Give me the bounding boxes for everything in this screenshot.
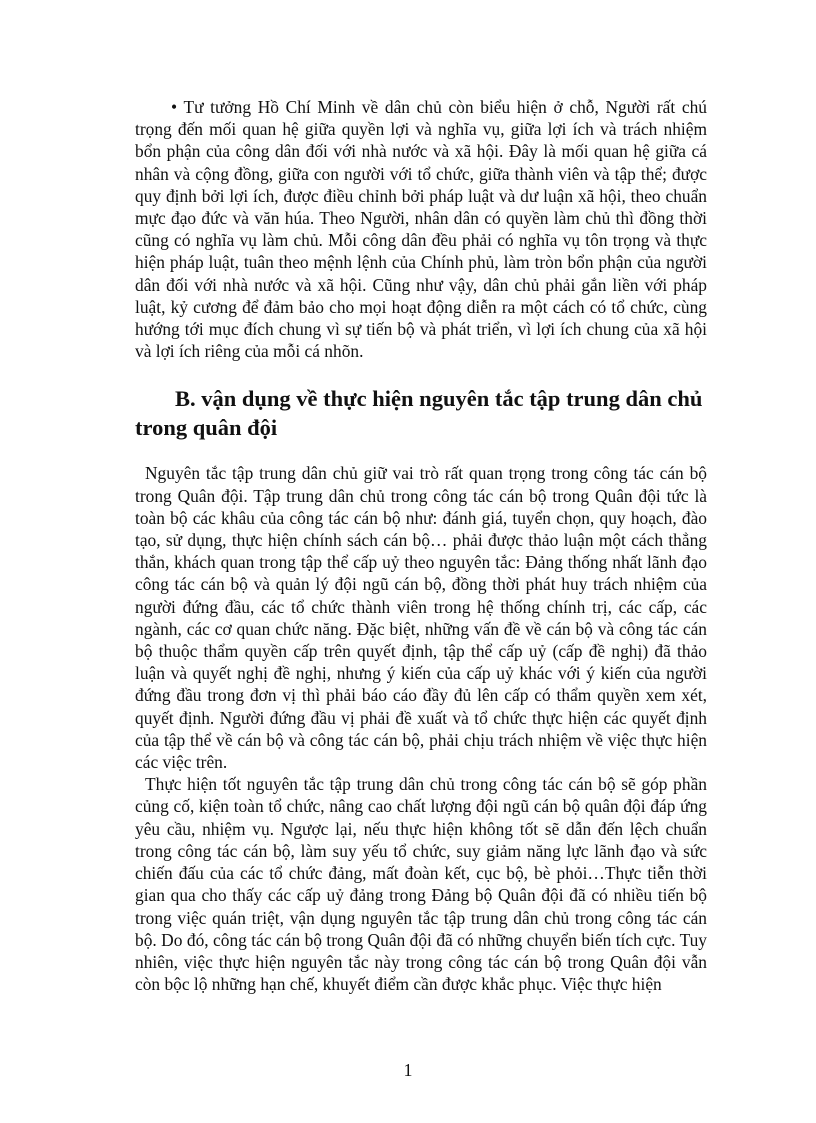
section-heading: B. vận dụng về thực hiện nguyên tắc tập trung dân chủ trong quân đội (135, 386, 703, 441)
paragraph-democratic-centralism: Nguyên tắc tập trung dân chủ giữ vai trò rất quan trọng trong công tác cán bộ trong Quân đội. Tập trung dân chủ trong công tác cán bộ trong Quân đội tức là toàn bộ các khâu của công tác cán bộ như: đánh giá, tuyển chọn, quy hoạch, đào tạo, sử dụng, thực hiện chính sách cán bộ… phải được thảo luận một cách thẳng thắn, khách quan trong tập thể cấp uỷ theo nguyên tắc: Đảng thống nhất lãnh đạo công tác cán bộ và quản lý đội ngũ cán bộ, đồng thời phát huy trách nhiệm của người đứng đầu, các tổ chức thành viên trong hệ thống chính trị, các cấp, các ngành, các cơ quan chức năng. Đặc biệt, những vấn đề về cán bộ và công tác cán bộ thuộc thẩm quyền cấp trên quyết định, tập thể cấp uỷ (cấp đề nghị) đã thảo luận và quyết nghị đề nghị, nhưng ý kiến của cấp uỷ khác với ý kiến của người đứng đầu trong đơn vị thì phải báo cáo đầy đủ lên cấp có thẩm quyền xem xét, quyết định. Người đứng đầu vị phải đề xuất và tổ chức thực hiện các quyết định của tập thể về cán bộ và công tác cán bộ, phải chịu trách nhiệm về việc thực hiện các việc trên. (135, 463, 707, 773)
paragraph-ho-chi-minh-democracy: • Tư tưởng Hồ Chí Minh về dân chủ còn biểu hiện ở chỗ, Người rất chú trọng đến mối quan hệ giữa quyền lợi và nghĩa vụ, giữa lợi ích và trách nhiệm bổn phận của công dân đối với nhà nước và xã hội. Đây là mối quan hệ giữa cá nhân và cộng đồng, giữa con người với tổ chức, giữa thành viên và tập thể; được quy định bởi lợi ích, được điều chỉnh bởi pháp luật và dư luận xã hội, theo chuẩn mực đạo đức và văn húa. Theo Người, nhân dân có quyền làm chủ thì đồng thời cũng có nghĩa vụ làm chủ. Mỗi công dân đều phải có nghĩa vụ tôn trọng và thực hiện pháp luật, tuân theo mệnh lệnh của Chính phủ, làm tròn bổn phận của người dân đối với nhà nước và xã hội. Cũng như vậy, dân chủ phải gắn liền với pháp luật, kỷ cương để đảm bảo cho mọi hoạt động diễn ra một cách có tổ chức, cùng hướng tới mục đích chung vì sự tiến bộ và phát triển, vì lợi ích chung của xã hội và lợi ích riêng của mỗi cá nhõn. (135, 97, 707, 362)
page-number: 1 (403, 1060, 413, 1080)
paragraph-implementation: Thực hiện tốt nguyên tắc tập trung dân chủ trong công tác cán bộ sẽ góp phần củng cố, kiện toàn tổ chức, nâng cao chất lượng đội ngũ cán bộ quân đội đáp ứng yêu cầu, nhiệm vụ. Ngược lại, nếu thực hiện không tốt sẽ dẫn đến lệch chuẩn trong công tác cán bộ, làm suy yếu tổ chức, suy giảm năng lực lãnh đạo và sức chiến đấu của các tổ chức đảng, mất đoàn kết, cục bộ, bè phỏi…Thực tiễn thời gian qua cho thấy các cấp uỷ đảng trong Đảng bộ Quân đội đã có nhiều tiến bộ trong việc quán triệt, vận dụng nguyên tắc tập trung dân chủ trong công tác cán bộ. Do đó, công tác cán bộ trong Quân đội đã có những chuyển biến tích cực. Tuy nhiên, việc thực hiện nguyên tắc này trong công tác cán bộ trong Quân đội vẫn còn bộc lộ những hạn chế, khuyết điểm cần được khắc phục. Việc thực hiện (135, 774, 707, 995)
page-content (135, 96, 707, 995)
